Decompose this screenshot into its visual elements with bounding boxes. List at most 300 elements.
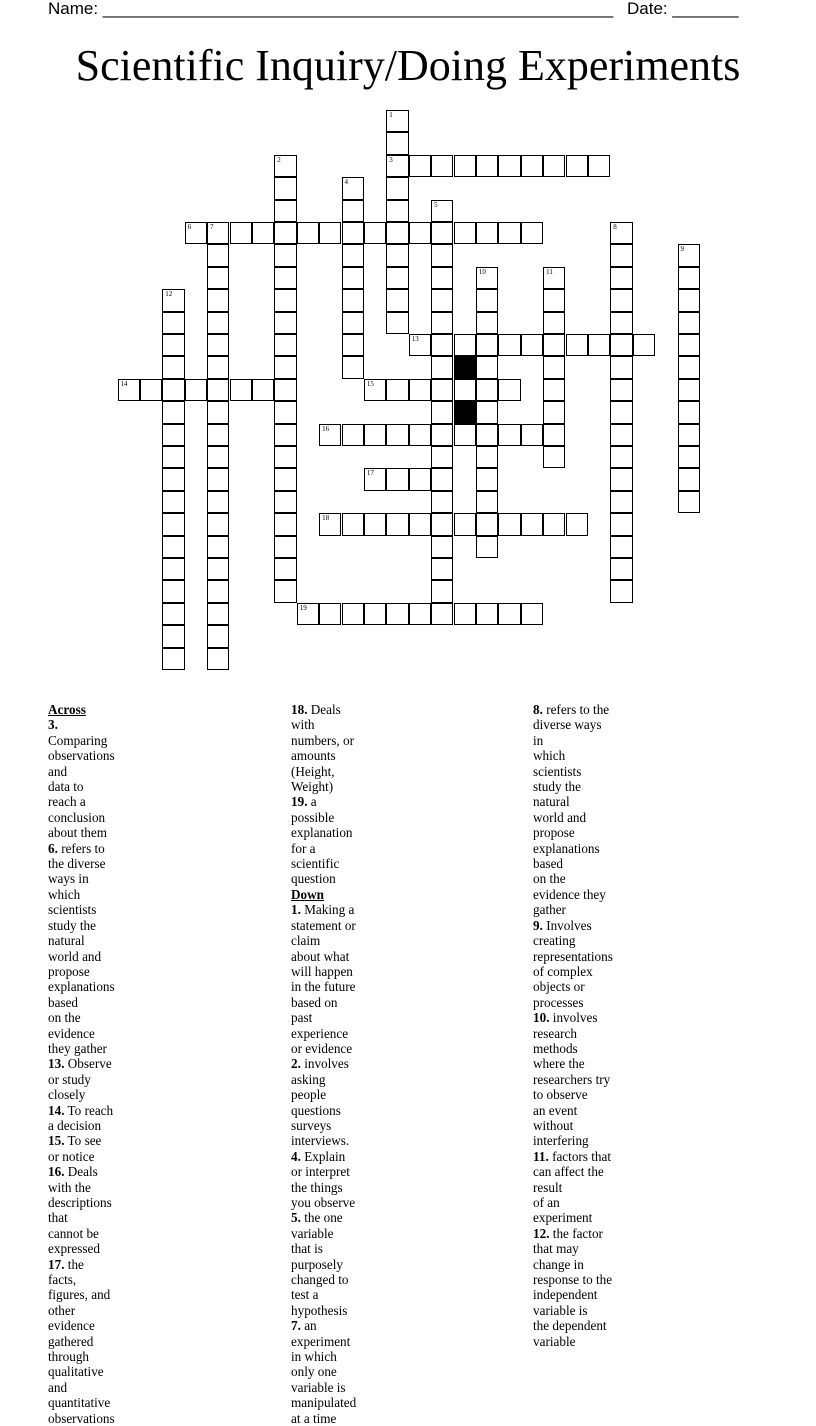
crossword-cell[interactable] <box>521 155 543 177</box>
crossword-cell[interactable] <box>207 625 229 647</box>
down-clue <box>291 1149 356 1211</box>
crossword-cell[interactable] <box>162 513 184 535</box>
crossword-cell[interactable] <box>521 603 543 625</box>
clue-text: Deals with the descriptions that <box>48 1164 112 1226</box>
crossword-cell[interactable] <box>252 379 274 401</box>
clue-text: world and propose explanations based <box>48 948 115 1010</box>
crossword-cell[interactable] <box>364 379 386 401</box>
crossword-cell[interactable] <box>498 513 520 535</box>
clue-column-1 <box>48 702 115 1426</box>
clue-text: changed to test a hypothesis <box>291 1272 349 1318</box>
crossword-cell[interactable] <box>162 401 184 423</box>
crossword-cell[interactable] <box>678 468 700 490</box>
crossword-cell[interactable] <box>409 334 431 356</box>
crossword-cell[interactable] <box>476 155 498 177</box>
crossword-cell[interactable] <box>274 312 296 334</box>
crossword-cell[interactable] <box>431 267 453 289</box>
crossword-cell[interactable] <box>431 491 453 513</box>
clue-number: 13 <box>411 335 419 343</box>
crossword-cell[interactable] <box>431 379 453 401</box>
clue-text: an experiment in which only one <box>291 1318 351 1380</box>
clue-section-heading: Down <box>291 886 324 902</box>
clue-number-label: 16. <box>48 1164 65 1180</box>
crossword-cell[interactable] <box>386 200 408 222</box>
crossword-cell[interactable] <box>274 356 296 378</box>
crossword-cell[interactable] <box>678 491 700 513</box>
crossword-cell[interactable] <box>386 603 408 625</box>
clue-text: you observe <box>291 1195 356 1210</box>
crossword-cell[interactable] <box>162 334 184 356</box>
clue-number: 4 <box>344 178 348 187</box>
crossword-cell[interactable] <box>185 222 207 244</box>
crossword-cell[interactable] <box>342 334 364 356</box>
crossword-cell[interactable] <box>207 356 229 378</box>
crossword-cell[interactable] <box>543 267 565 289</box>
crossword-cell[interactable] <box>543 401 565 423</box>
crossword-cell[interactable] <box>274 446 296 468</box>
clue-text: scientific question <box>291 856 340 887</box>
clue-number-label: 11. <box>533 1148 549 1164</box>
crossword-cell[interactable] <box>610 558 632 580</box>
crossword-cell[interactable] <box>207 603 229 625</box>
crossword-cell[interactable] <box>207 536 229 558</box>
crossword-cell[interactable] <box>476 536 498 558</box>
clue-text: of complex objects or processes <box>533 963 593 1010</box>
crossword-block <box>454 356 476 378</box>
crossword-cell[interactable] <box>386 424 408 446</box>
crossword-cell[interactable] <box>498 155 520 177</box>
crossword-cell[interactable] <box>543 424 565 446</box>
clue-text: which scientists study the natural <box>533 748 582 810</box>
crossword-cell[interactable] <box>610 401 632 423</box>
crossword-cell[interactable] <box>364 424 386 446</box>
crossword-cell[interactable] <box>386 312 408 334</box>
clue-text: where the researchers try to observe <box>533 1056 611 1103</box>
crossword-cell[interactable] <box>274 536 296 558</box>
crossword-cell[interactable] <box>386 110 408 132</box>
crossword-cell[interactable] <box>678 289 700 311</box>
crossword-cell[interactable] <box>207 513 229 535</box>
crossword-cell[interactable] <box>521 334 543 356</box>
clue-number-label: 7. <box>291 1318 301 1334</box>
crossword-cell[interactable] <box>610 536 632 558</box>
clue-number: 8 <box>613 223 617 231</box>
crossword-cell[interactable] <box>162 580 184 602</box>
crossword-cell[interactable] <box>386 155 408 177</box>
clue-text: about what will happen in the future <box>291 948 356 995</box>
across-clue <box>48 1133 115 1164</box>
crossword-cell[interactable] <box>297 603 319 625</box>
clue-text: of an experiment <box>533 1195 593 1226</box>
crossword-cell[interactable] <box>342 222 364 244</box>
crossword-cell[interactable] <box>431 401 453 423</box>
crossword-cell[interactable] <box>610 244 632 266</box>
crossword-cell[interactable] <box>543 379 565 401</box>
crossword-cell[interactable] <box>678 244 700 266</box>
down-clue <box>533 702 613 918</box>
crossword-cell[interactable] <box>454 424 476 446</box>
down-clue <box>533 1149 613 1226</box>
crossword-cell[interactable] <box>678 379 700 401</box>
crossword-cell[interactable] <box>274 558 296 580</box>
clue-number-label: 8. <box>533 702 543 717</box>
crossword-cell[interactable] <box>162 356 184 378</box>
crossword-cell[interactable] <box>431 558 453 580</box>
clue-number: 15 <box>366 379 374 388</box>
clue-number: 1 <box>389 111 393 119</box>
clue-number-label: 15. <box>48 1133 65 1149</box>
crossword-cell[interactable] <box>431 468 453 490</box>
crossword-cell[interactable] <box>678 446 700 468</box>
crossword-cell[interactable] <box>185 379 207 401</box>
clue-text: the one variable that is purposely <box>291 1210 344 1272</box>
crossword-cell[interactable] <box>274 334 296 356</box>
crossword-cell[interactable] <box>610 267 632 289</box>
crossword-cell[interactable] <box>476 603 498 625</box>
clue-column-2 <box>291 702 356 1426</box>
crossword-cell[interactable] <box>207 648 229 670</box>
crossword-cell[interactable] <box>610 222 632 244</box>
crossword-cell[interactable] <box>386 468 408 490</box>
clue-section-heading: Across <box>48 702 86 717</box>
crossword-cell[interactable] <box>476 424 498 446</box>
clue-text: the factor that may change in <box>533 1225 603 1272</box>
crossword-cell[interactable] <box>162 558 184 580</box>
crossword-cell[interactable] <box>431 222 453 244</box>
crossword-cell[interactable] <box>476 334 498 356</box>
crossword-cell[interactable] <box>431 580 453 602</box>
clue-text: Comparing observations and <box>48 732 115 779</box>
clue-text: Involves creating representations <box>533 917 613 964</box>
crossword-cell[interactable] <box>207 424 229 446</box>
crossword-cell[interactable] <box>342 513 364 535</box>
clue-number: 14 <box>120 379 128 388</box>
down-clue <box>291 902 356 1056</box>
crossword-cell[interactable] <box>498 222 520 244</box>
crossword-cell[interactable] <box>162 468 184 490</box>
crossword-cell[interactable] <box>476 513 498 535</box>
crossword-cell[interactable] <box>386 379 408 401</box>
crossword-cell[interactable] <box>274 244 296 266</box>
crossword-cell[interactable] <box>274 401 296 423</box>
down-clue <box>533 918 613 1010</box>
crossword-cell[interactable] <box>431 536 453 558</box>
crossword-cell[interactable] <box>678 312 700 334</box>
crossword-cell[interactable] <box>274 289 296 311</box>
crossword-cell[interactable] <box>610 468 632 490</box>
down-clue <box>533 1226 613 1349</box>
clue-text: Explain or interpret the things <box>291 1148 350 1195</box>
crossword-cell[interactable] <box>230 222 252 244</box>
clue-number-label: 14. <box>48 1102 65 1118</box>
clue-text: involves asking people questions <box>291 1056 349 1118</box>
crossword-cell[interactable] <box>476 222 498 244</box>
crossword-cell[interactable] <box>207 491 229 513</box>
clue-number: 9 <box>680 245 684 254</box>
crossword-cell[interactable] <box>476 379 498 401</box>
crossword-cell[interactable] <box>207 312 229 334</box>
clue-number-label: 5. <box>291 1210 301 1226</box>
crossword-cell[interactable] <box>364 513 386 535</box>
crossword-cell[interactable] <box>274 424 296 446</box>
crossword-cell[interactable] <box>521 424 543 446</box>
crossword-cell[interactable] <box>207 267 229 289</box>
crossword-cell[interactable] <box>319 424 341 446</box>
crossword-cell[interactable] <box>476 312 498 334</box>
crossword-cell[interactable] <box>162 603 184 625</box>
crossword-cell[interactable] <box>454 513 476 535</box>
crossword-cell[interactable] <box>610 312 632 334</box>
clue-number-label: 9. <box>533 917 543 933</box>
down-clue <box>291 1056 356 1148</box>
crossword-cell[interactable] <box>431 200 453 222</box>
crossword-cell[interactable] <box>409 222 431 244</box>
crossword-cell[interactable] <box>566 513 588 535</box>
crossword-cell[interactable] <box>162 491 184 513</box>
crossword-cell[interactable] <box>610 446 632 468</box>
clue-number-label: 19. <box>291 794 308 810</box>
clue-text: refers to the diverse ways in <box>533 702 610 748</box>
crossword-cell[interactable] <box>409 468 431 490</box>
crossword-cell[interactable] <box>274 200 296 222</box>
crossword-cell[interactable] <box>364 468 386 490</box>
crossword-cell[interactable] <box>162 312 184 334</box>
clue-number-label: 18. <box>291 702 308 717</box>
crossword-cell[interactable] <box>342 177 364 199</box>
crossword-cell[interactable] <box>342 200 364 222</box>
crossword-cell[interactable] <box>409 155 431 177</box>
across-clue <box>48 841 115 1057</box>
crossword-cell[interactable] <box>319 222 341 244</box>
clue-text: and quantitative observations <box>48 1379 115 1426</box>
crossword-cell[interactable] <box>678 356 700 378</box>
crossword-cell[interactable] <box>319 513 341 535</box>
clue-number: 6 <box>187 223 192 231</box>
crossword-cell[interactable] <box>207 222 229 244</box>
crossword-cell[interactable] <box>454 222 476 244</box>
crossword-cell[interactable] <box>431 289 453 311</box>
crossword-cell[interactable] <box>274 177 296 199</box>
clue-text: which scientists study the natural <box>48 886 97 949</box>
crossword-cell[interactable] <box>543 289 565 311</box>
crossword-cell[interactable] <box>386 289 408 311</box>
crossword-cell[interactable] <box>162 379 184 401</box>
across-clue <box>48 1257 115 1426</box>
crossword-cell[interactable] <box>543 155 565 177</box>
crossword-cell[interactable] <box>319 603 341 625</box>
crossword-cell[interactable] <box>678 401 700 423</box>
crossword-cell[interactable] <box>476 267 498 289</box>
clue-text: on the evidence they gather <box>533 871 606 918</box>
crossword-cell[interactable] <box>207 244 229 266</box>
clue-number: 18 <box>322 514 330 523</box>
crossword-cell[interactable] <box>207 468 229 490</box>
crossword-cell[interactable] <box>543 312 565 334</box>
clue-number: 10 <box>478 267 486 276</box>
clue-number: 5 <box>434 200 438 209</box>
crossword-cell[interactable] <box>386 177 408 199</box>
across-clue <box>48 1164 115 1256</box>
clue-text: surveys interviews. <box>291 1117 350 1149</box>
crossword-cell[interactable] <box>274 580 296 602</box>
clue-text: the dependent variable <box>533 1318 607 1349</box>
crossword-cell[interactable] <box>610 289 632 311</box>
crossword-cell[interactable] <box>297 222 319 244</box>
clue-text: (Height, Weight) <box>291 763 335 795</box>
crossword-cell[interactable] <box>431 155 453 177</box>
crossword-cell[interactable] <box>476 491 498 513</box>
clue-number: 17 <box>366 469 374 478</box>
crossword-cell[interactable] <box>588 155 610 177</box>
crossword-cell[interactable] <box>274 468 296 490</box>
crossword-cell[interactable] <box>342 244 364 266</box>
crossword-cell[interactable] <box>274 379 296 401</box>
crossword-cell[interactable] <box>610 424 632 446</box>
clue-number: 16 <box>322 424 330 433</box>
crossword-cell[interactable] <box>588 334 610 356</box>
down-clue <box>291 1210 356 1318</box>
crossword-cell[interactable] <box>162 446 184 468</box>
clue-number: 7 <box>210 223 214 231</box>
crossword-cell[interactable] <box>230 379 252 401</box>
clue-text: refers to the diverse ways in <box>48 840 106 887</box>
crossword-cell[interactable] <box>386 267 408 289</box>
crossword-cell[interactable] <box>610 356 632 378</box>
across-clue <box>291 794 356 886</box>
crossword-cell[interactable] <box>678 267 700 289</box>
crossword-cell[interactable] <box>610 334 632 356</box>
crossword-cell[interactable] <box>543 513 565 535</box>
crossword-cell[interactable] <box>409 603 431 625</box>
crossword-cell[interactable] <box>543 334 565 356</box>
crossword-cell[interactable] <box>431 312 453 334</box>
crossword-cell[interactable] <box>342 267 364 289</box>
crossword-cell[interactable] <box>498 334 520 356</box>
down-clue <box>291 1318 356 1426</box>
crossword-cell[interactable] <box>162 424 184 446</box>
crossword-cell[interactable] <box>207 401 229 423</box>
crossword-cell[interactable] <box>386 222 408 244</box>
crossword-cell[interactable] <box>678 424 700 446</box>
clue-number-label: 10. <box>533 1010 550 1026</box>
crossword-cell[interactable] <box>610 580 632 602</box>
across-clue <box>291 702 356 794</box>
crossword-cell[interactable] <box>162 648 184 670</box>
crossword-cell[interactable] <box>342 356 364 378</box>
crossword-cell[interactable] <box>454 603 476 625</box>
crossword-cell[interactable] <box>543 356 565 378</box>
crossword-cell[interactable] <box>342 603 364 625</box>
crossword-cell[interactable] <box>118 379 140 401</box>
crossword-cell[interactable] <box>431 446 453 468</box>
crossword-cell[interactable] <box>386 132 408 154</box>
across-clue <box>48 1103 115 1134</box>
crossword-cell[interactable] <box>342 312 364 334</box>
clue-number-label: 1. <box>291 902 301 918</box>
clue-text: a possible explanation for a <box>291 794 353 856</box>
clue-text: response to the independent variable is <box>533 1272 613 1318</box>
crossword-cell[interactable] <box>274 491 296 513</box>
clue-text: To see or notice <box>48 1133 102 1164</box>
crossword-cell[interactable] <box>633 334 655 356</box>
crossword-cell[interactable] <box>274 222 296 244</box>
crossword-cell[interactable] <box>476 289 498 311</box>
crossword-cell[interactable] <box>521 222 543 244</box>
clue-number: 2 <box>277 155 281 164</box>
crossword-cell[interactable] <box>140 379 162 401</box>
crossword-cell[interactable] <box>543 446 565 468</box>
crossword-cell[interactable] <box>207 289 229 311</box>
crossword-cell[interactable] <box>364 222 386 244</box>
crossword-cell[interactable] <box>431 356 453 378</box>
crossword-cell[interactable] <box>476 446 498 468</box>
crossword-cell[interactable] <box>610 491 632 513</box>
crossword-cell[interactable] <box>342 289 364 311</box>
crossword-cell[interactable] <box>610 513 632 535</box>
crossword-cell[interactable] <box>162 536 184 558</box>
crossword-cell[interactable] <box>207 580 229 602</box>
crossword-cell[interactable] <box>476 468 498 490</box>
crossword-cell[interactable] <box>207 379 229 401</box>
crossword-cell[interactable] <box>498 603 520 625</box>
crossword-cell[interactable] <box>521 513 543 535</box>
across-clue <box>48 1056 115 1102</box>
crossword-cell[interactable] <box>431 334 453 356</box>
clue-number: 11 <box>546 267 553 276</box>
crossword-cell[interactable] <box>274 513 296 535</box>
crossword-cell[interactable] <box>431 244 453 266</box>
clue-number-label: 12. <box>533 1225 550 1241</box>
crossword-cell[interactable] <box>476 356 498 378</box>
crossword-cell[interactable] <box>431 424 453 446</box>
crossword-cell[interactable] <box>476 401 498 423</box>
crossword-cell[interactable] <box>498 424 520 446</box>
crossword-cell[interactable] <box>386 513 408 535</box>
crossword-cell[interactable] <box>274 155 296 177</box>
crossword-cell[interactable] <box>162 625 184 647</box>
across-clue <box>48 717 115 840</box>
crossword-cell[interactable] <box>364 603 386 625</box>
crossword-cell[interactable] <box>678 334 700 356</box>
crossword-cell[interactable] <box>342 424 364 446</box>
crossword-cell[interactable] <box>274 267 296 289</box>
name-field-label[interactable]: Name: ______________________________________________________ <box>48 0 614 18</box>
crossword-cell[interactable] <box>431 513 453 535</box>
crossword-cell[interactable] <box>431 603 453 625</box>
clue-number-label: 2. <box>291 1056 301 1072</box>
crossword-cell[interactable] <box>566 334 588 356</box>
crossword-cell[interactable] <box>386 244 408 266</box>
crossword-cell[interactable] <box>207 558 229 580</box>
crossword-cell[interactable] <box>454 379 476 401</box>
crossword-cell[interactable] <box>454 334 476 356</box>
clue-text: Observe or study closely <box>48 1056 112 1103</box>
crossword-cell[interactable] <box>409 513 431 535</box>
crossword-cell[interactable] <box>610 379 632 401</box>
crossword-cell[interactable] <box>498 379 520 401</box>
crossword-cell[interactable] <box>409 424 431 446</box>
date-field-label[interactable]: Date: _______ <box>627 0 739 18</box>
crossword-cell[interactable] <box>207 334 229 356</box>
crossword-cell[interactable] <box>566 155 588 177</box>
crossword-cell[interactable] <box>454 155 476 177</box>
crossword-cell[interactable] <box>162 289 184 311</box>
crossword-cell[interactable] <box>252 222 274 244</box>
clue-number-label: 4. <box>291 1148 301 1164</box>
crossword-cell[interactable] <box>409 379 431 401</box>
clue-text: Deals with numbers, or amounts <box>291 702 354 764</box>
crossword-cell[interactable] <box>207 446 229 468</box>
